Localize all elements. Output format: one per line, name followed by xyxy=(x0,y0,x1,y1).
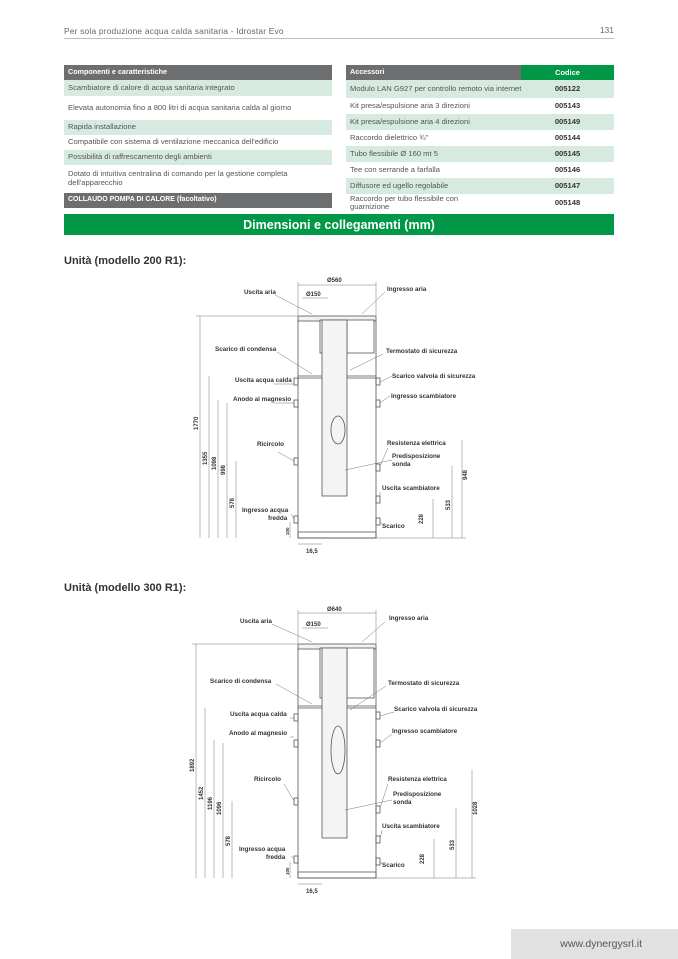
code-heading: Codice xyxy=(521,65,614,80)
dim-width: Ø560 xyxy=(327,278,342,284)
label-ingresso-acqua: Ingresso acqua xyxy=(242,507,289,514)
label-ingresso-aria: Ingresso aria xyxy=(387,286,427,293)
unit-title-200: Unità (modello 200 R1): xyxy=(64,255,187,267)
accessory-name: Diffusore ed ugello regolabile xyxy=(350,180,449,190)
label-fredda: fredda xyxy=(268,515,288,522)
label-ricircolo: Ricircolo xyxy=(254,776,281,783)
dim-h-right: 948 xyxy=(463,469,469,480)
section-title: Dimensioni e collegamenti (mm) xyxy=(64,214,614,235)
accessory-code: 005149 xyxy=(554,116,581,126)
dim-h5: 100 xyxy=(285,527,290,535)
accessory-name: Raccordo dielettrico ¾" xyxy=(350,132,429,142)
label-sonda: sonda xyxy=(392,461,411,468)
label-sonda: sonda xyxy=(393,799,412,806)
accessories-heading-label: Accessori xyxy=(350,67,385,77)
component-item: Rapida installazione xyxy=(64,120,332,135)
dim-h1: 1355 xyxy=(203,451,209,465)
accessory-code: 005146 xyxy=(554,164,581,174)
dim-h-r3: 228 xyxy=(419,513,425,524)
base-plate xyxy=(298,872,376,878)
dim-width: Ø640 xyxy=(327,607,342,613)
label-uscita-acqua-calda: Uscita acqua calda xyxy=(230,711,287,718)
dim-h-r2: 533 xyxy=(450,839,456,850)
label-ricircolo: Ricircolo xyxy=(257,441,284,448)
accessory-row xyxy=(346,130,614,146)
dim-h-r2: 533 xyxy=(446,499,452,510)
dim-h4: 578 xyxy=(230,497,236,508)
dim-h-r3: 228 xyxy=(420,853,426,864)
component-item: Compatibile con sistema di ventilazione meccanica dell'edificio xyxy=(64,135,332,150)
dim-h-total: 1892 xyxy=(190,758,196,772)
label-termostato: Termostato di sicurezza xyxy=(388,680,460,687)
dim-h1: 1452 xyxy=(199,786,205,800)
accessory-code: 005144 xyxy=(554,132,581,142)
accessory-name: Tubo flessibile Ø 160 mt 5 xyxy=(350,148,438,158)
diagram-300 xyxy=(0,600,678,900)
label-ingresso-aria: Ingresso aria xyxy=(389,615,429,622)
component-item: Elevata autonomia fino a 800 litri di acqua sanitaria calda al giorno xyxy=(64,96,332,120)
accessory-code: 005143 xyxy=(554,100,581,110)
page-number: 131 xyxy=(599,25,614,35)
label-uscita-acqua-calda: Uscita acqua calda xyxy=(235,377,292,384)
dim-base: 16,5 xyxy=(306,549,318,555)
label-uscita-aria: Uscita aria xyxy=(240,618,272,625)
accessories-table xyxy=(346,65,614,212)
diagram-200 xyxy=(0,270,678,600)
dim-duct: Ø150 xyxy=(306,292,321,298)
label-predisposizione: Predisposizione xyxy=(392,453,441,460)
accessory-name: Raccordo per tubo flessibile con guarnizione xyxy=(350,193,459,211)
components-table xyxy=(64,65,332,208)
inner-column xyxy=(322,320,347,496)
label-uscita-scambiatore: Uscita scambiatore xyxy=(382,823,440,830)
label-scarico-condensa: Scarico di condensa xyxy=(215,346,277,353)
accessory-row xyxy=(346,178,614,194)
accessory-name: Modulo LAN G927 per controllo remoto via internet xyxy=(350,83,522,93)
components-heading: Componenti e caratteristiche xyxy=(64,65,332,80)
label-uscita-aria: Uscita aria xyxy=(244,289,276,296)
dim-h5: 100 xyxy=(285,867,290,875)
accessory-name: Kit presa/espulsione aria 3 direzioni xyxy=(350,100,470,110)
label-ingresso-scambiatore: Ingresso scambiatore xyxy=(391,393,457,400)
dim-h-right: 1028 xyxy=(473,801,479,815)
header-title: Per sola produzione acqua calda sanitaria - Idrostar Evo xyxy=(64,26,284,36)
unit-title-300: Unità (modello 300 R1): xyxy=(64,582,187,594)
dim-h2: 1098 xyxy=(212,456,218,470)
footer-bar xyxy=(511,929,678,959)
label-scarico: Scarico xyxy=(382,523,405,530)
dim-h3: 1096 xyxy=(217,801,223,815)
accessory-row xyxy=(346,194,614,212)
label-fredda: fredda xyxy=(266,854,286,861)
label-scarico: Scarico xyxy=(382,862,405,869)
label-scarico-condensa: Scarico di condensa xyxy=(210,678,272,685)
accessory-name: Kit presa/espulsione aria 4 direzioni xyxy=(350,116,470,126)
component-item: Scambiatore di calore di acqua sanitaria integrato xyxy=(64,80,332,96)
accessory-name: Tee con serrande a farfalla xyxy=(350,164,440,174)
label-uscita-scambiatore: Uscita scambiatore xyxy=(382,485,440,492)
accessory-row xyxy=(346,114,614,130)
footer-url[interactable]: www.dynergysrl.it xyxy=(560,938,642,950)
dim-h-total: 1770 xyxy=(194,416,200,430)
component-item: Possibilità di raffrescamento degli ambienti xyxy=(64,150,332,165)
accessory-code: 005148 xyxy=(554,197,581,207)
label-ingresso-acqua: Ingresso acqua xyxy=(239,846,286,853)
component-item: Dotato di intuitiva centralina di comando per la gestione completa dell'apparecchio xyxy=(64,165,332,192)
accessory-code: 005122 xyxy=(554,83,581,93)
label-resistenza: Resistenza elettrica xyxy=(387,440,446,447)
label-termostato: Termostato di sicurezza xyxy=(386,348,458,355)
dim-duct: Ø150 xyxy=(306,622,321,628)
dim-base: 16,5 xyxy=(306,889,318,895)
base-plate xyxy=(298,532,376,538)
label-anodo: Anodo al magnesio xyxy=(233,396,292,403)
label-predisposizione: Predisposizione xyxy=(393,791,442,798)
label-ingresso-scambiatore: Ingresso scambiatore xyxy=(392,728,458,735)
accessory-code: 005147 xyxy=(554,180,581,190)
label-anodo: Anodo al magnesio xyxy=(229,730,288,737)
duct-right xyxy=(347,648,374,698)
accessory-row xyxy=(346,80,614,98)
accessory-row xyxy=(346,162,614,178)
accessory-code: 005145 xyxy=(554,148,581,158)
label-resistenza: Resistenza elettrica xyxy=(388,776,447,783)
accessory-row xyxy=(346,146,614,162)
inner-column xyxy=(322,648,347,838)
label-valvola: Scarico valvola di sicurezza xyxy=(392,373,476,380)
components-footer: COLLAUDO POMPA DI CALORE (facoltativo) xyxy=(64,193,332,208)
dim-h4: 578 xyxy=(226,835,232,846)
dim-h3: 998 xyxy=(221,464,227,475)
duct-right xyxy=(347,320,374,353)
accessory-row xyxy=(346,98,614,114)
page-header xyxy=(64,24,614,39)
dim-h2: 1196 xyxy=(208,796,214,810)
label-valvola: Scarico valvola di sicurezza xyxy=(394,706,478,713)
